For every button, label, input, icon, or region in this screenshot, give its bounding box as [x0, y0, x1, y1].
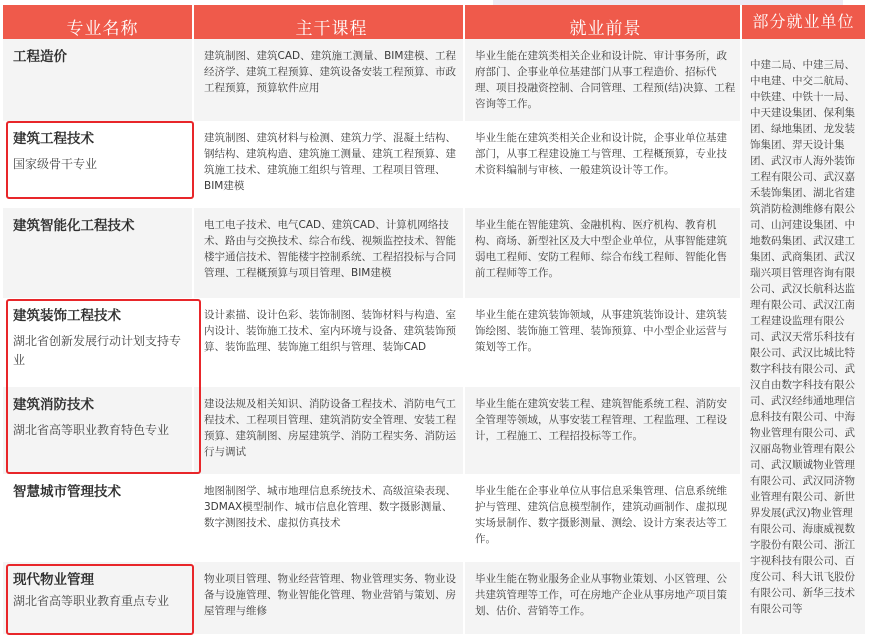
- major-cell: [3, 39, 193, 121]
- career-cell: 毕业生能在智能建筑、金融机构、医疗机构、教育机构、商场、新型社区及大中型企业单位，从事智能建筑弱电工程师、安防工程师、综合布线工程师、智能化售前工程师等工作。: [464, 208, 741, 298]
- major-name: 建筑装饰工程技术: [13, 308, 121, 324]
- table-row: [3, 121, 865, 208]
- table-row: [3, 298, 865, 387]
- major-cell: [3, 121, 193, 208]
- career-cell: 毕业生能在建筑类相关企业和设计院、审计事务所，政府部门、企事业单位基建部门从事工程造价、招标代理、项目投融资控制、合同管理、工程预(结)决算、工程咨询等工作。: [464, 39, 741, 121]
- major-name: 建筑智能化工程技术: [13, 218, 135, 234]
- table-row: [3, 39, 865, 121]
- table-row: [3, 208, 865, 298]
- career-cell: 毕业生能在建筑装饰领域，从事建筑装饰设计、建筑装饰绘图、装饰施工管理、装饰预算、中小型企业运营与策划等工作。: [464, 298, 741, 387]
- major-name: 建筑工程技术: [13, 131, 94, 147]
- major-cell: [3, 208, 193, 298]
- courses-cell: 电工电子技术、电气CAD、建筑CAD、计算机网络技术、路由与交换技术、综合布线、视频监控技术、智能楼宇通信技术、智能楼宇控制系统、工程招投标与合同管理、工程概预算与项目管理、BIM建模: [193, 208, 464, 298]
- header-career: 就业前景: [464, 5, 741, 39]
- career-cell: 毕业生能在建筑安装工程、建筑智能系统工程、消防安全管理等领域，从事安装工程管理、工程监理、工程设计，工程施工、工程招投标等工作。: [464, 387, 741, 474]
- major-cell: [3, 474, 193, 562]
- career-cell: 毕业生能在企事业单位从事信息采集管理、信息系统维护与管理、建筑信息模型制作，建筑动画制作、虚拟现实场景制作、数字摄影测量、测绘、设计方案表达等工作。: [464, 474, 741, 562]
- header-courses: 主干课程: [193, 5, 464, 39]
- major-cell: [3, 298, 193, 387]
- table-row: [3, 474, 865, 562]
- major-cell: [3, 387, 193, 474]
- major-honor: 湖北省高等职业教育特色专业: [13, 423, 170, 437]
- major-name: 工程造价: [13, 49, 67, 65]
- major-name: 建筑消防技术: [13, 397, 94, 413]
- major-name: 智慧城市管理技术: [13, 484, 121, 500]
- majors-table: [3, 5, 865, 634]
- courses-cell: 建筑制图、建筑材料与检测、建筑力学、混凝土结构、钢结构、建筑构造、建筑施工测量、建筑工程预算、建筑施工技术、建筑施工组织与管理、工程项目管理、BIM建模: [193, 121, 464, 208]
- header-major: 专业名称: [3, 5, 193, 39]
- major-honor: 湖北省创新发展行动计划支持专业: [13, 334, 182, 367]
- table-row: [3, 387, 865, 474]
- major-honor: 国家级骨干专业: [13, 157, 98, 171]
- employers-cell: 中建二局、中建三局、中电建、中交二航局、中铁建、中铁十一局、中天建设集团、保利集团、绿地集团、龙发装饰集团、羿天设计集团、武汉市人海外装饰工程有限公司、武汉嘉禾装饰集团、湖北省建筑消防检测维修有限公司、山河建设集团、中地数码集团、武汉建工集团、武商集团、武汉瑞兴项目管理咨询有限公司、武汉长航科达监理有限公司、武汉江南工程建设监理有限公司、武汉天常乐科技有限公司、武汉比城比特数字科技有限公司、武汉自由数字科技有限公司、武汉经纬通地理信息科技有限公司、中海物业管理有限公司、武汉丽岛物业管理有限公司、武汉顺诚物业管理有限公司、武汉同济物业管理有限公司、新世界发展(武汉)物业管理有限公司、海康威视数字股份有限公司、浙江宇视科技有限公司、百度公司、科大讯飞股份有限公司、新华三技术有限公司等: [741, 39, 865, 634]
- career-cell: 毕业生能在物业服务企业从事物业策划、小区管理、公共建筑管理等工作，可在房地产企业从事房地产项目策划、估价、营销等工作。: [464, 562, 741, 634]
- table-header-row: [3, 5, 865, 39]
- courses-cell: 建设法规及相关知识、消防设备工程技术、消防电气工程技术、工程项目管理、建筑消防安全管理、安装工程预算、建筑制图、房屋建筑学、消防工程实务、消防运行与调试: [193, 387, 464, 474]
- table-row: [3, 562, 865, 634]
- career-cell: 毕业生能在建筑类相关企业和设计院，企事业单位基建部门，从事工程建设施工与管理、工程概预算，专业技术资料编制与审核、一般建筑设计等工作。: [464, 121, 741, 208]
- major-honor: 湖北省高等职业教育重点专业: [13, 594, 170, 608]
- courses-cell: 物业项目管理、物业经营管理、物业管理实务、物业设备与设施管理、物业智能化管理、物业营销与策划、房屋管理与维修: [193, 562, 464, 634]
- major-name: 现代物业管理: [13, 572, 94, 588]
- courses-cell: 设计素描、设计色彩、装饰制图、装饰材料与构造、室内设计、装饰施工技术、室内环境与设备、建筑装饰预算、装饰监理、装饰施工组织与管理、装饰CAD: [193, 298, 464, 387]
- courses-cell: 地图制图学、城市地理信息系统技术、高级渲染表现、3DMAX模型制作、城市信息化管理、数字摄影测量、数字测图技术、虚拟仿真技术: [193, 474, 464, 562]
- courses-cell: 建筑制图、建筑CAD、建筑施工测量、BIM建模、工程经济学、建筑工程预算、建筑设备安装工程预算、市政工程预算，预算软件应用: [193, 39, 464, 121]
- major-cell: [3, 562, 193, 634]
- header-units: 部分就业单位: [741, 5, 865, 39]
